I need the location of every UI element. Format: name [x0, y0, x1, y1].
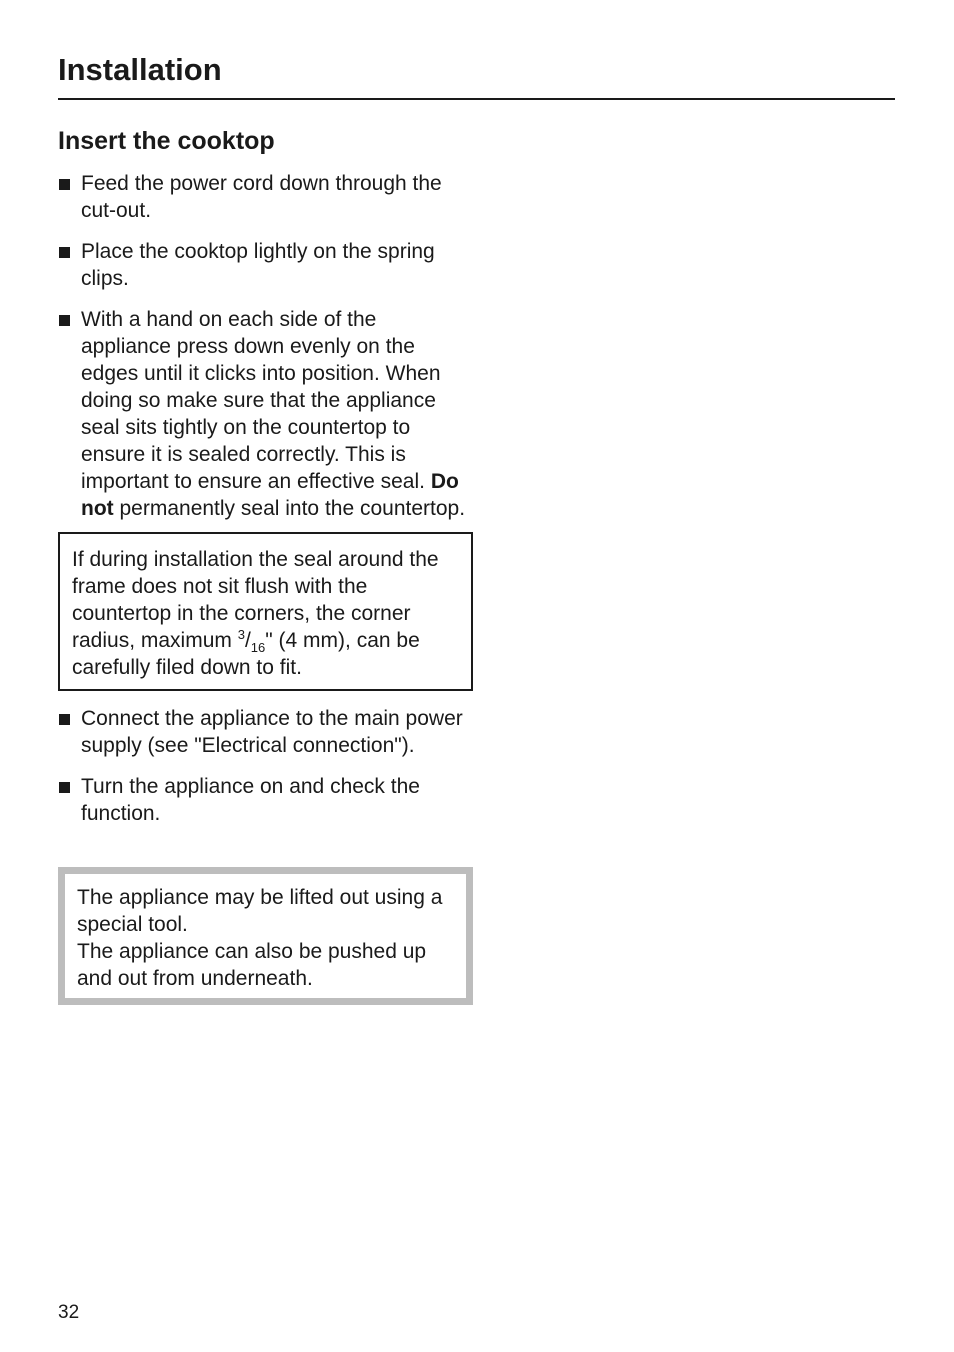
steps-list-after-note [58, 705, 468, 827]
note-box [58, 532, 473, 691]
page-title: Installation [58, 52, 222, 87]
tip-line: The appliance may be lifted out using a special tool. [77, 886, 443, 936]
step-text: Turn the appliance on and check the function. [81, 775, 420, 825]
square-bullet-icon [59, 315, 70, 326]
instructions-column [58, 170, 468, 1005]
step-place-cooktop [58, 238, 468, 292]
title-divider [58, 98, 895, 100]
step-press-down [58, 306, 468, 522]
fraction-slash: / [244, 629, 251, 652]
note-text: If during installation the seal around the frame does not sit flush with the countertop in the corners, the corner radius, maximum [72, 548, 439, 652]
fraction-numerator: 3 [237, 627, 245, 642]
note-text-continued: " (4 mm), can be carefully filed down to fit. [72, 629, 420, 679]
step-connect-power [58, 705, 468, 759]
square-bullet-icon [59, 714, 70, 725]
section-heading: Insert the cooktop [58, 127, 275, 155]
tip-line: The appliance can also be pushed up and out from underneath. [77, 940, 427, 990]
step-text: Feed the power cord down through the cut-out. [81, 172, 442, 222]
step-text: Place the cooktop lightly on the spring clips. [81, 240, 435, 290]
step-warning-emphasis: Do not [81, 470, 459, 520]
step-text: Connect the appliance to the main power supply (see "Electrical connection"). [81, 707, 463, 757]
step-text-continued: permanently seal into the countertop. [113, 497, 466, 520]
square-bullet-icon [59, 782, 70, 793]
steps-list-before-note [58, 170, 468, 522]
square-bullet-icon [59, 247, 70, 258]
step-feed-power-cord [58, 170, 468, 224]
step-text: With a hand on each side of the appliance press down evenly on the edges until it clicks into position. When doing so make sure that the appliance seal sits tightly on the countertop to ensure it is sealed correctly. This is important to ensure an effective seal. [81, 308, 441, 493]
fraction-denominator: 16 [250, 640, 266, 655]
tip-box [58, 867, 473, 1005]
step-check-function [58, 773, 468, 827]
square-bullet-icon [59, 179, 70, 190]
page-number: 32 [58, 1302, 80, 1323]
